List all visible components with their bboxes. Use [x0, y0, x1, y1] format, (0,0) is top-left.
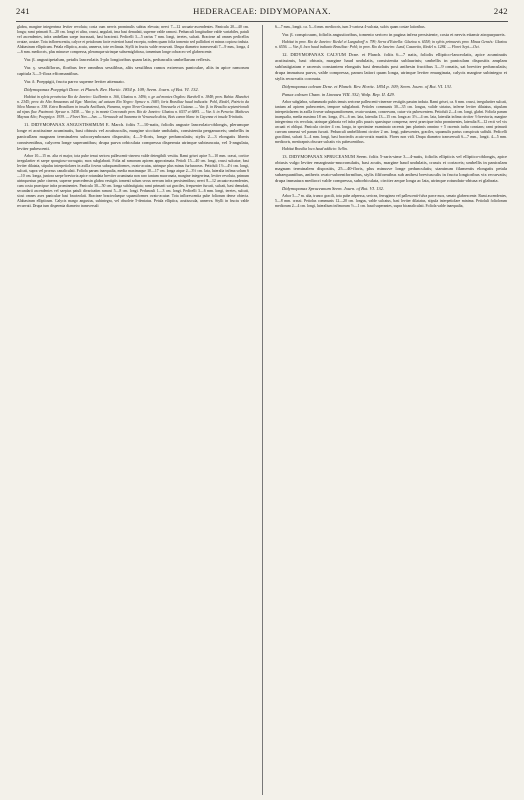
right-column-paragraph: 13. DIDYMOPANAX SPRUCEANUM Seem. foliis 5-raris-sime 3—4-natis, foliolis ellipticis vel elliptico-oblongis, apice obtusis vulgo leviter emarginato-mucronulatis, basi acutis, margine haud undulatis, crassis et coriaceis; umbellis in paniculam magnam terminalem dispositis, 25—40-floris, plus minusve longe pedunculatis; staminum filamentis elongatis petala subaequantibus, antheris ovato-subreniformibus, stylis filiformibus sub anthesi breviusculis in fructu longioribus vix recurvatis; drupa immatura mediocri valde compressa, suborbiculata, circiter aeque longa ac lata, utrinque rotundato-obtusa et glabrata.: [275, 154, 507, 183]
left-column-paragraph: Habitat in sylvis provinciae Rio de Janeiro: Guillemin n. 166, Glaziou n. 1496; v. gr. ad montes Orgãos: Burchell n. 1848; prov. Bahia: Blanchet n. 2345; prov. do Alto Amazonas ad Ega: Martius; ad catuum Rio Negro: Spruce n. 1683; loris Brasiliae haud indicatis: Pohl, Riedel, Patricio da Silva Manso n. 338. Extra Brasiliam in insulis Antillanis, Panama, regno Novo-Granatensi, Venezuela et Guiana. — Var. β. in Brasilia septentrionali ad ripas fluv. Pacimoni: Spruce n. 3458. — Var. γ. in monte Corcovado prov. Rio de Janeiro: Glaziou n. 6537 et 6881. — Var. δ. in Peruvia: Mathews Maynas Alto; Poeppig n. 1939. — Floret Nov.—Jan. — Vernacule ad Savanna in Venezuela dicta, Bois canon blanc in Cayenna et insula Trinitatis.: [17, 95, 249, 120]
right-column-paragraph: 6—7 mm., longit. ca. 5—6 mm. mediocris, tum 3-cariosa 4-sulcata, sulcis quam costae latioribus.: [275, 25, 426, 29]
left-column-paragraph: Arbor 10—15 m. alta et major, tota pube tenui sericea pallescenti-cinerea valde detergibili vestita. Rami grisei apice 5—10 mm. crassi, cortice irregulariter et saepe spongioso-corrugato, mox subglabrati. Folia ad ramorum apicem approximata. Petioli 15—40 cm. longi, crassi sulcatae, basi leviter dilatata, stipulas interpetiolares in axilla foveas subsquamiformes, ovato-acutas, utrinque plus minus furfuraceas. Petioluli 1½—4½ cm. longi, sulcati, supra vel prorsus canaliculati. Foliola parum inaequalia, media maximaque 10—17 cm. longa atque 2—3½ cm. lata, lateralia infima solum 6—10 cm. longa, juniora saepe brevioria apice rotundata breviter acuminata non raro tantum mucronata, margine integerrima, leviter revoluta, primum utrinquestun pube cinerea, superne praecedensin glabra vestigiis tomenti solum secus nervum infra persistentibus; nervi 8—12 arcuato-ascendentes, cum costa praecipue infra prominentes. Panicula 30—50 cm. longa subfastigiata; rami primarii sat graciles, frequenter furcati, sulcati, basi denudati, secundarii ascendentes vel saepius patuli divaricatim ramosi 5—8 cm. longi. Pedunculi 1—3 cm. longi. Pedicelli 3—6 mm. longi, teretes, sulcati, sicut omnes axes paniculae basi bracteolati. Bracteae bracteolaeque squamiformes ovato-acutae. Tota inflorescentia pube foliorum dense obtecta. Alabastrum ellipticum. Calycis margo angustus, subintegra, vel obsolete 5-dentatus. Petala elliptica, acutiuscula, unnerva. Stylli in fructu valde recurvati. Drupa tum dispermia diametro transversali: [17, 153, 249, 208]
right-column-paragraph: Arbor 5—7 m. alta, trunco gracili, tota pube adpressa, sericea, ferruginea vel pallescenti-fulva parce mox, senato glabrescente. Rami ascendentes, 5—8 mm. crassi. Petiolus communis 12—20 cm. longus, valde sulcatus, basi leviter dilatatus, stipula interpetiolare minima. Petioluli foliolorum mediorum 2—4 cm. longi, lateralium infimorum ½—1 cm. haud superantes, supra bicanaliculati. Foliola valde inaequalia,: [275, 193, 507, 208]
right-column: [275, 25, 507, 795]
left-column-paragraph: Didymopanax Poeppigii Dcne. et Planch. Rev. Hortic. 1854 p. 109; Seem. Journ. of Bot. VI. 132.: [24, 87, 199, 93]
left-column-paragraph: 11. DIDYMOPANAX ANGUSTISSIMUM E. March. foliis 7—10-natis, foliolis anguste lanceolato-oblongis, plerumque longe et acutissime acuminatis, basi obtusis vel acutiusculis, margine siccitate undulatis, consistentia pergamaceis; umbellis in panicullam magnam terminalem subcorymbosam dispositis; 4—5-floris, longe pedunculatis; stylis 2—3 elongatis liberis conniventibus, calycem longe superantibus; drupa parva orbiculata compressa dispermia utrinque subtruncata, vel 3-angulata, leviter pubescenti.: [17, 122, 249, 151]
running-title: HEDERACEAE: DIDYMOPANAX.: [193, 6, 331, 16]
right-column-paragraph: Var. β. conspicuum, foliolis angustioribus, tomento sericeo in pagina infera persistente, costa et nervis etiamir atropurpureis.: [282, 32, 506, 38]
column-divider: [262, 25, 263, 795]
left-column: [17, 25, 249, 795]
page-number-right: 242: [493, 6, 508, 16]
right-column-paragraph: Didymopanax calvum Dcne. et Planch. Rev. Hortic. 1854 p. 109; Seem. Journ. of Bot. VI. 131.: [282, 83, 453, 89]
left-column-paragraph: Var. δ. Poeppigii, fructu parvo superne leviter attenuato.: [24, 79, 125, 85]
right-column-paragraph: Didymopanax Spruceanum Seem. Journ. of Bot. VI. 132.: [282, 185, 384, 191]
page-number-left: 241: [16, 6, 31, 16]
right-column-paragraph: 12. DIDYMOPANAX CALVUM Dcne. et Planch. foliis 6—7 natis, foliolis elliptico-lanceolatis, apice acuminatis acutissimis, basi obtusis, margine haud undulatis, consistentia sublaurinis; umbellis in paniculam dispositis amplam subfastigiatam e racemis constantem elongatis basi denudatis post anthesin fructibus 3—9 ornatis, sat breviter pedunculatis; drupa immatura parva, valde compressa, parum latiori quam longa, utrinque leviter emarginata, calycis margine subintegro et stylis recurvatis coronata.: [275, 52, 507, 81]
left-column-paragraph: glabra, margine integerrima leviter revoluta; costa cum nervis prominulis subtus elevata; nervi 7—12 arcuato-ascendentes. Panicula 20—40 cm. longa; rami primarii 8—20 cm. longi et ultra, crassi, angulati, ima basi denudati, superne valde ramosi. Pedunculi longitudine valde variabiles, patuli vel ascendentes, infra umbellam saepe incrassati, basi bracteati. Pedicelli 3—5 rarius 7 mm. longi, teretes, sulcati. Bracteae ad omnes pedicellos ovatae, acutae. Tota inflorescentia, calyce et petalorum facie exteriori haud excepta, rodem quam folia tomento sed pallidiori et minus copioso induta. Alabastrum ellipticum. Petala elliptica, acuta, unnerva, tote reclinata. Stylli in fructu valde recurvati. Drupa diametro transversali 7—9 mm., longa, 4—6 mm. mediocris, plus minusve compressa, pleramque utrinque subsemiglobosa, tomentum longe ochraceo vel glabrescente.: [17, 25, 249, 54]
running-header: [16, 6, 508, 20]
right-column-paragraph: Habitat Brasilia loco haud addicto: Sellin.: [282, 147, 348, 152]
right-column-paragraph: Arbor subglabra, solummodo pubis tenuis sericeae pallescenti-cinereae vestigiis passim induta. Rami grisei, ca. 6 mm. crassi, irregulariter sulcati, tantum ad apicem pubescentes, tempore subglabrati. Petioles communis 30—35 cm. longus, valide striatus, inferne leviter dilatatus, stipulam interpetiolarem in axilla foveae subsquamiformem, ovato-acutam, conservans, cutae vix pubescentem. Petioluli 2—4 cm. longi, glabri. Foliola parum inaequalia, media maxima 18 cm. longa, 4½—6 cm. lata, lateralia 13—15 cm. longa ac 3½—4 cm. lata, lateralia infima circiter ½ brevioria, margine integerrima vix revoluta, utrinque glabrata vel infra pilis paucis sparsisque conspersa; nervi praecipue infra prominentes, lateralia 8—12 recti vel vix arcuati et obliqui. Panicula circiter 4 cm. longa, in specimine examinato racemis jam plurimis omnino + 5 racemis iudiu constans; rami primarii curvum rameusi vel parum furcati. Pedunculi umbelliformi circiter 2 cm. longi, pubescentes, graciles, squamulis partus conspicuis suffulti. Pedicelli graciliimi, sulcati 3—4 mm. longi, basi bracteolis acuto-ovatis munitis. Flores non vidi. Drupa diametro transversali 6—7 mm., longit. 4—5 mm. mediocris, meritrapnis obscure sulcatis vix pubescentibus.: [275, 99, 507, 144]
right-column-paragraph: Panax calvum Cham. in Linnaea VIII. 332; Walp. Rep. II. 429.: [282, 91, 395, 97]
left-column-paragraph: Var. γ. sessiliflorus, floribus fere omnibus sessilibus, aliis sessilibus ramos extremos paniculae, aliis in apice ramorum capitula 3—5-flora efformantibus.: [17, 65, 249, 77]
left-column-paragraph: Var. β. angustipetalum, petalis lanceolatis 3-plo longioribus quam latis, pedunculis umbellarum reflexis.: [24, 57, 212, 63]
header-rule: [16, 21, 508, 22]
right-column-paragraph: Habitat in prov. Rio de Janeiro: Riedel et Langsdorff n. 799; Serra d'Estrella: Glaziou n. 6558; in sylvis primaevis prov. Minas Geraës: Glaziou n. 6556. — Var. β. loco haud indicato Brasiliae: Pohl; in prov. Rio de Janeiro: Lund, Casaretto, Riedel n. 1284. — Floret Sept.—Oct.: [275, 40, 507, 50]
